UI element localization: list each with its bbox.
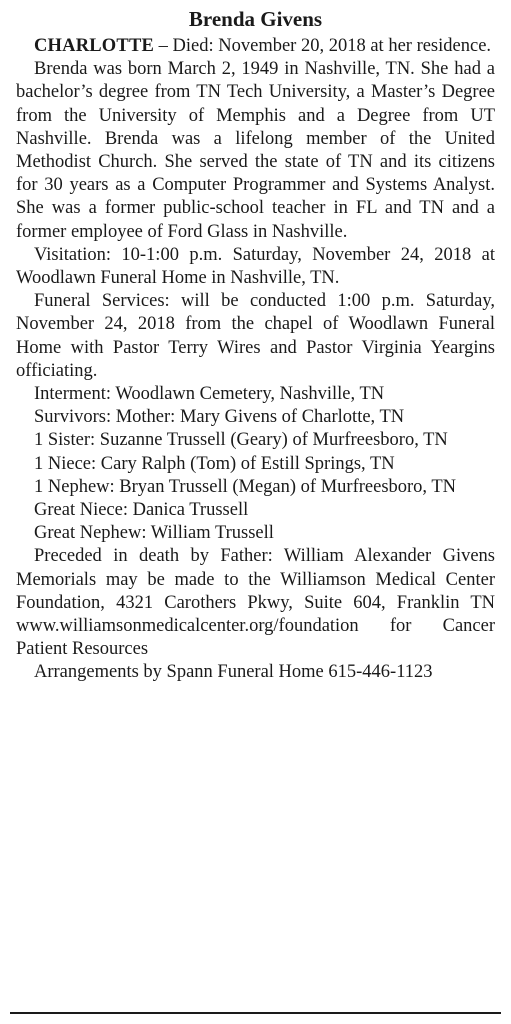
paragraph-visitation: Visitation: 10-1:00 p.m. Saturday, November 24, 2018 at Woodlawn Funeral Home in Nashville, TN. <box>16 244 495 289</box>
lead-paragraph <box>16 35 495 58</box>
paragraph-survivors-niece: 1 Niece: Cary Ralph (Tom) of Estill Springs, TN <box>34 453 395 474</box>
paragraph-survivors-nephew: 1 Nephew: Bryan Trussell (Megan) of Murfreesboro, TN <box>34 476 457 497</box>
paragraph-great-niece: Great Niece: Danica Trussell <box>34 500 249 521</box>
paragraph-memorials: Preceded in death by Father: William Alexander Givens Memorials may be made to the Williamson Medical Center Foundation, 4321 Carothers Pkwy, Suite 604, Franklin TN www.williamsonmedicalcenter.org/foundation for Cancer Patient Resources <box>16 546 495 660</box>
bottom-rule <box>10 1012 501 1014</box>
paragraph-arrangements: Arrangements by Spann Funeral Home 615-446-1123 <box>34 662 433 683</box>
paragraph-survivors-sister: 1 Sister: Suzanne Trussell (Geary) of Murfreesboro, TN <box>34 430 448 451</box>
paragraph-funeral-services: Funeral Services: will be conducted 1:00 p.m. Saturday, November 24, 2018 from the chapel of Woodlawn Funeral Home with Pastor Terry Wires and Pastor Virginia Yeargins officiating. <box>16 291 495 381</box>
lead-text: – Died: November 20, 2018 at her residence. <box>154 36 492 56</box>
dateline: CHARLOTTE <box>34 36 155 56</box>
obituary-body <box>16 35 495 685</box>
paragraph-biography: Brenda was born March 2, 1949 in Nashville, TN. She had a bachelor’s degree from TN Tech University, a Master’s Degree from the University of Memphis and a Degree from UT Nashville. Brenda was a lifelong member of the United Methodist Church. She served the state of TN and its citizens for 30 years as a Computer Programmer and Systems Analyst. She was a former public-school teacher in FL and TN and a former employee of Ford Glass in Nashville. <box>16 59 495 242</box>
paragraph-survivors-mother: Survivors: Mother: Mary Givens of Charlotte, TN <box>34 407 405 428</box>
paragraph-great-nephew: Great Nephew: William Trussell <box>34 523 274 544</box>
obituary-title: Brenda Givens <box>188 7 323 31</box>
paragraph-interment: Interment: Woodlawn Cemetery, Nashville, TN <box>34 384 385 405</box>
